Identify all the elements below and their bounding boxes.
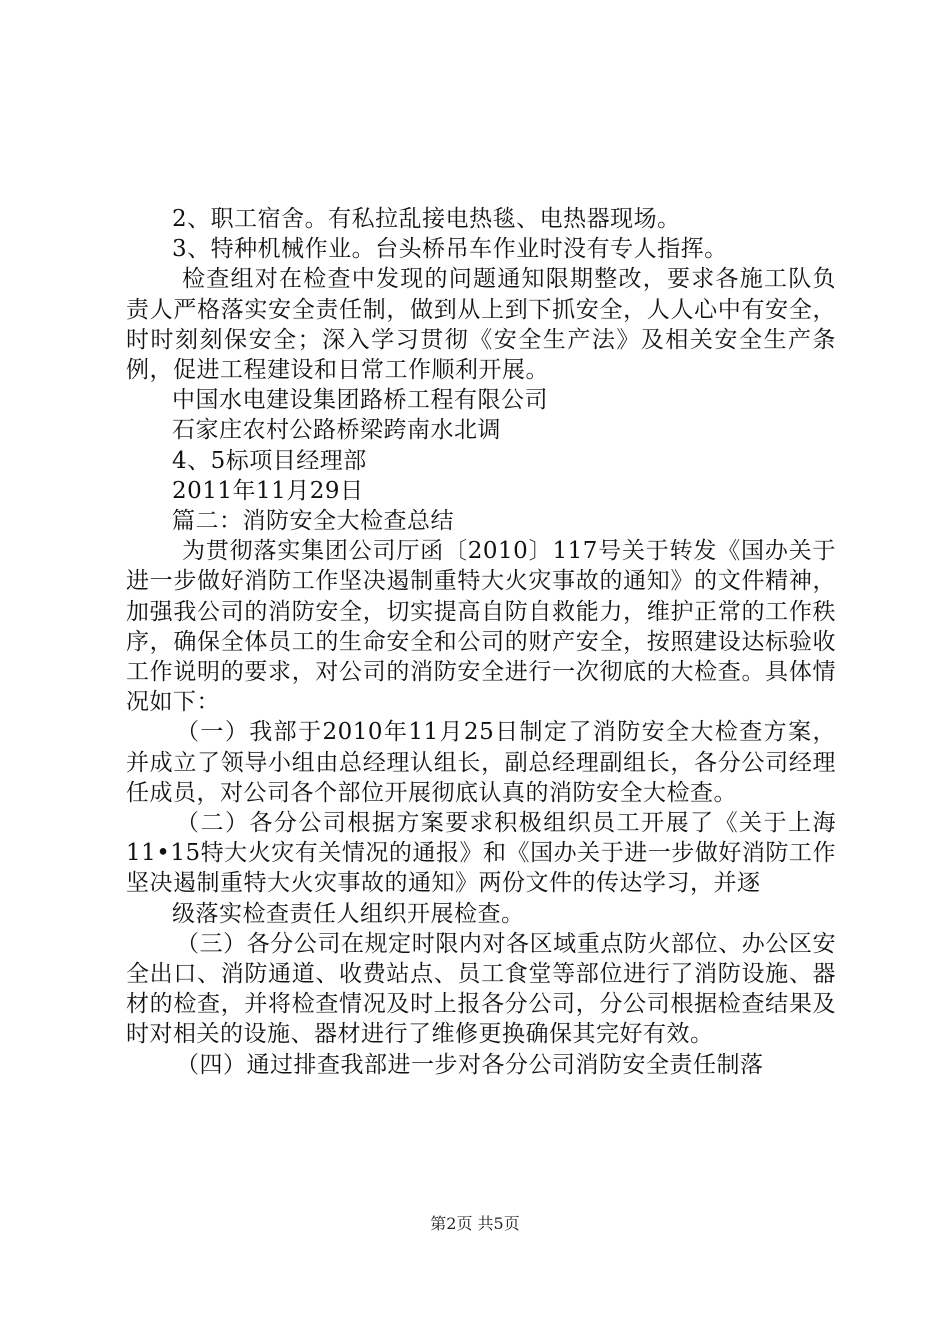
company-name: 中国水电建设集团路桥工程有限公司 bbox=[172, 387, 548, 414]
page-footer bbox=[0, 1214, 950, 1234]
paragraph-intro: 为贯彻落实集团公司厅函〔2010〕117号关于转发《国办关于进一步做好消防工作坚决遏制重特大火灾事故的通知》的文件精神，加强我公司的消防安全，切实提高自防自救能力，维护正常的工作秩序，确保全体员工的生命安全和公司的财产安全，按照建设达标验收工作说明的要求，对公司的消防安全进行一次彻底的大检查。具体情况如下： bbox=[126, 538, 836, 716]
paragraph-machinery: 3、特种机械作业。台头桥吊车作业时没有专人指挥。 bbox=[172, 236, 728, 263]
document-date: 2011年11月29日 bbox=[172, 477, 364, 504]
paragraph-item-2-continued: 级落实检查责任人组织开展检查。 bbox=[172, 900, 525, 927]
paragraph-item-4: （四）通过排查我部进一步对各分公司消防安全责任制落 bbox=[176, 1051, 764, 1078]
paragraph-item-3: （三）各分公司在规定时限内对各区域重点防火部位、办公区安全出口、消防通道、收费站点、员工食堂等部位进行了消防设施、器材的检查，并将检查情况及时上报各分公司，分公司根据检查结果及时对相关的设施、器材进行了维修更换确保其完好有效。 bbox=[126, 930, 836, 1048]
paragraph-rectification: 检查组对在检查中发现的问题通知限期整改，要求各施工队负责人严格落实安全责任制，做到从上到下抓安全，人人心中有安全，时时刻刻保安全；深入学习贯彻《安全生产法》及相关安全生产条例，促进工程建设和日常工作顺利开展。 bbox=[126, 266, 836, 384]
section-heading: 篇二：消防安全大检查总结 bbox=[172, 508, 454, 535]
document-body bbox=[126, 204, 836, 1080]
department-name: 4、5标项目经理部 bbox=[172, 447, 367, 474]
page-number: 第2页 共5页 bbox=[430, 1214, 520, 1233]
paragraph-dormitory: 2、职工宿舍。有私拉乱接电热毯、电热器现场。 bbox=[172, 206, 681, 232]
paragraph-item-1: （一）我部于2010年11月25日制定了消防安全大检查方案，并成立了领导小组由总经理认组长，副总经理副组长，各分公司经理任成员，对公司各个部位开展彻底认真的消防安全大检查。 bbox=[126, 719, 836, 806]
paragraph-item-2: （二）各分公司根据方案要求积极组织员工开展了《关于上海11•15特大火灾有关情况的通报》和《国办关于进一步做好消防工作坚决遏制重特大火灾事故的通知》两份文件的传达学习，并逐 bbox=[126, 810, 836, 897]
project-name: 石家庄农村公路桥梁跨南水北调 bbox=[172, 417, 501, 444]
